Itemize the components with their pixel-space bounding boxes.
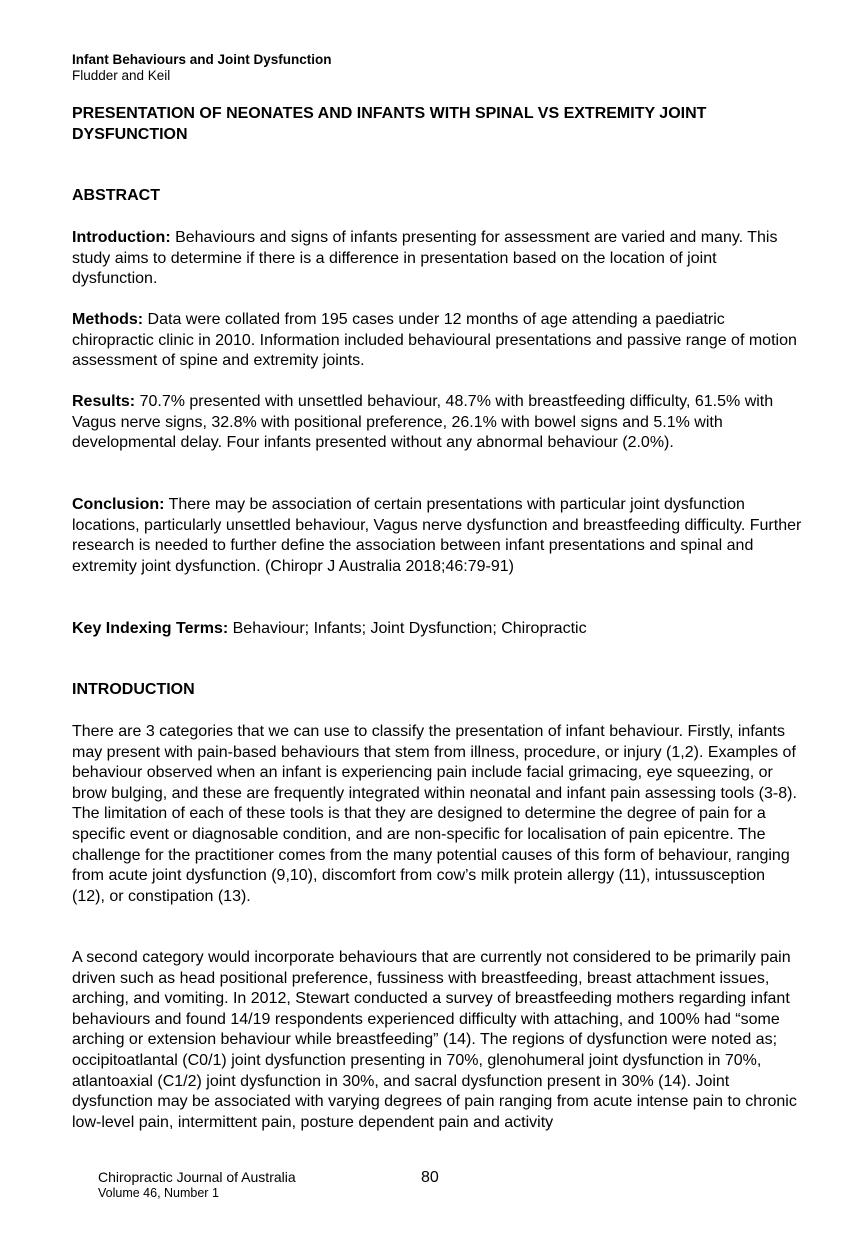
abstract-conclusion-text: There may be association of certain presentations with particular joint dysfunction locations, particularly unsettled behaviour, Vagus nerve dysfunction and breastfeeding difficulty. Further research is needed to further define the association between infant presentations and spinal and extremity joint dysfunction. (Chiropr J Australia 2018;46:79-91) <box>72 496 802 575</box>
introduction-paragraph-2: A second category would incorporate behaviours that are currently not considered to be primarily pain driven such as head positional preference, fussiness with breastfeeding, breast attachment issues, arching, and vomiting. In 2012, Stewart conducted a survey of breastfeeding mothers regarding infant behaviours and found 14/19 respondents experienced difficulty with attaching, and 100% had “some arching or extension behaviour while breastfeeding” (14). The regions of dysfunction were noted as; occipitoatlantal (C0/1) joint dysfunction presenting in 70%, glenohumeral joint dysfunction in 70%, atlantoaxial (C1/2) joint dysfunction in 30%, and sacral dysfunction present in 30% (14). Joint dysfunction may be associated with varying degrees of pain ranging from acute intense pain to chronic low-level pain, intermittent pain, posture dependent pain and activity <box>72 949 797 1131</box>
abstract-introduction-text: Behaviours and signs of infants presenting for assessment are varied and many. This study aims to determine if there is a difference in presentation based on the location of joint dysfunction. <box>72 229 778 288</box>
running-header-authors: Fludder and Keil <box>72 68 171 83</box>
key-indexing-terms-label: Key Indexing Terms: <box>72 620 229 637</box>
abstract-conclusion <box>72 495 802 577</box>
introduction-heading: INTRODUCTION <box>72 681 195 698</box>
abstract-methods-text: Data were collated from 195 cases under 12 months of age attending a paediatric chiropractic clinic in 2010. Information included behavioural presentations and passive range of motion assessment of spine and extremity joints. <box>72 311 797 370</box>
abstract-methods-label: Methods: <box>72 311 144 328</box>
abstract-methods <box>72 310 802 372</box>
running-header-title: Infant Behaviours and Joint Dysfunction <box>72 52 332 67</box>
key-indexing-terms-text: Behaviour; Infants; Joint Dysfunction; Chiropractic <box>228 620 587 637</box>
footer-page-number: 80 <box>421 1169 439 1186</box>
abstract-results <box>72 392 802 454</box>
footer-journal-name: Chiropractic Journal of Australia <box>98 1169 296 1185</box>
abstract-results-text: 70.7% presented with unsettled behaviour, 48.7% with breastfeeding difficulty, 61.5% with Vagus nerve signs, 32.8% with positional preference, 26.1% with bowel signs and 5.1% with developmental delay. Four infants presented without any abnormal behaviour (2.0%). <box>72 393 774 452</box>
key-indexing-terms <box>72 619 802 640</box>
abstract-introduction <box>72 228 802 290</box>
abstract-conclusion-label: Conclusion: <box>72 496 165 513</box>
abstract-introduction-label: Introduction: <box>72 229 171 246</box>
article-title: PRESENTATION OF NEONATES AND INFANTS WITH SPINAL VS EXTREMITY JOINT DYSFUNCTION <box>72 105 707 143</box>
abstract-heading: ABSTRACT <box>72 187 160 204</box>
footer-volume: Volume 46, Number 1 <box>98 1186 219 1200</box>
abstract-results-label: Results: <box>72 393 136 410</box>
introduction-paragraph-1: There are 3 categories that we can use to classify the presentation of infant behaviour. Firstly, infants may present with pain-based behaviours that stem from illness, procedure, or injury (1,2). Examples of behaviour observed when an infant is experiencing pain include facial grimacing, eye squeezing, or brow bulging, and these are frequently integrated within neonatal and infant pain assessing tools (3-8). The limitation of each of these tools is that they are designed to determine the degree of pain for a specific event or diagnosable condition, and are non-specific for localisation of pain epicentre. The challenge for the practitioner comes from the many potential causes of this form of behaviour, ranging from acute joint dysfunction (9,10), discomfort from cow’s milk protein allergy (11), intussusception (12), or constipation (13). <box>72 723 797 905</box>
